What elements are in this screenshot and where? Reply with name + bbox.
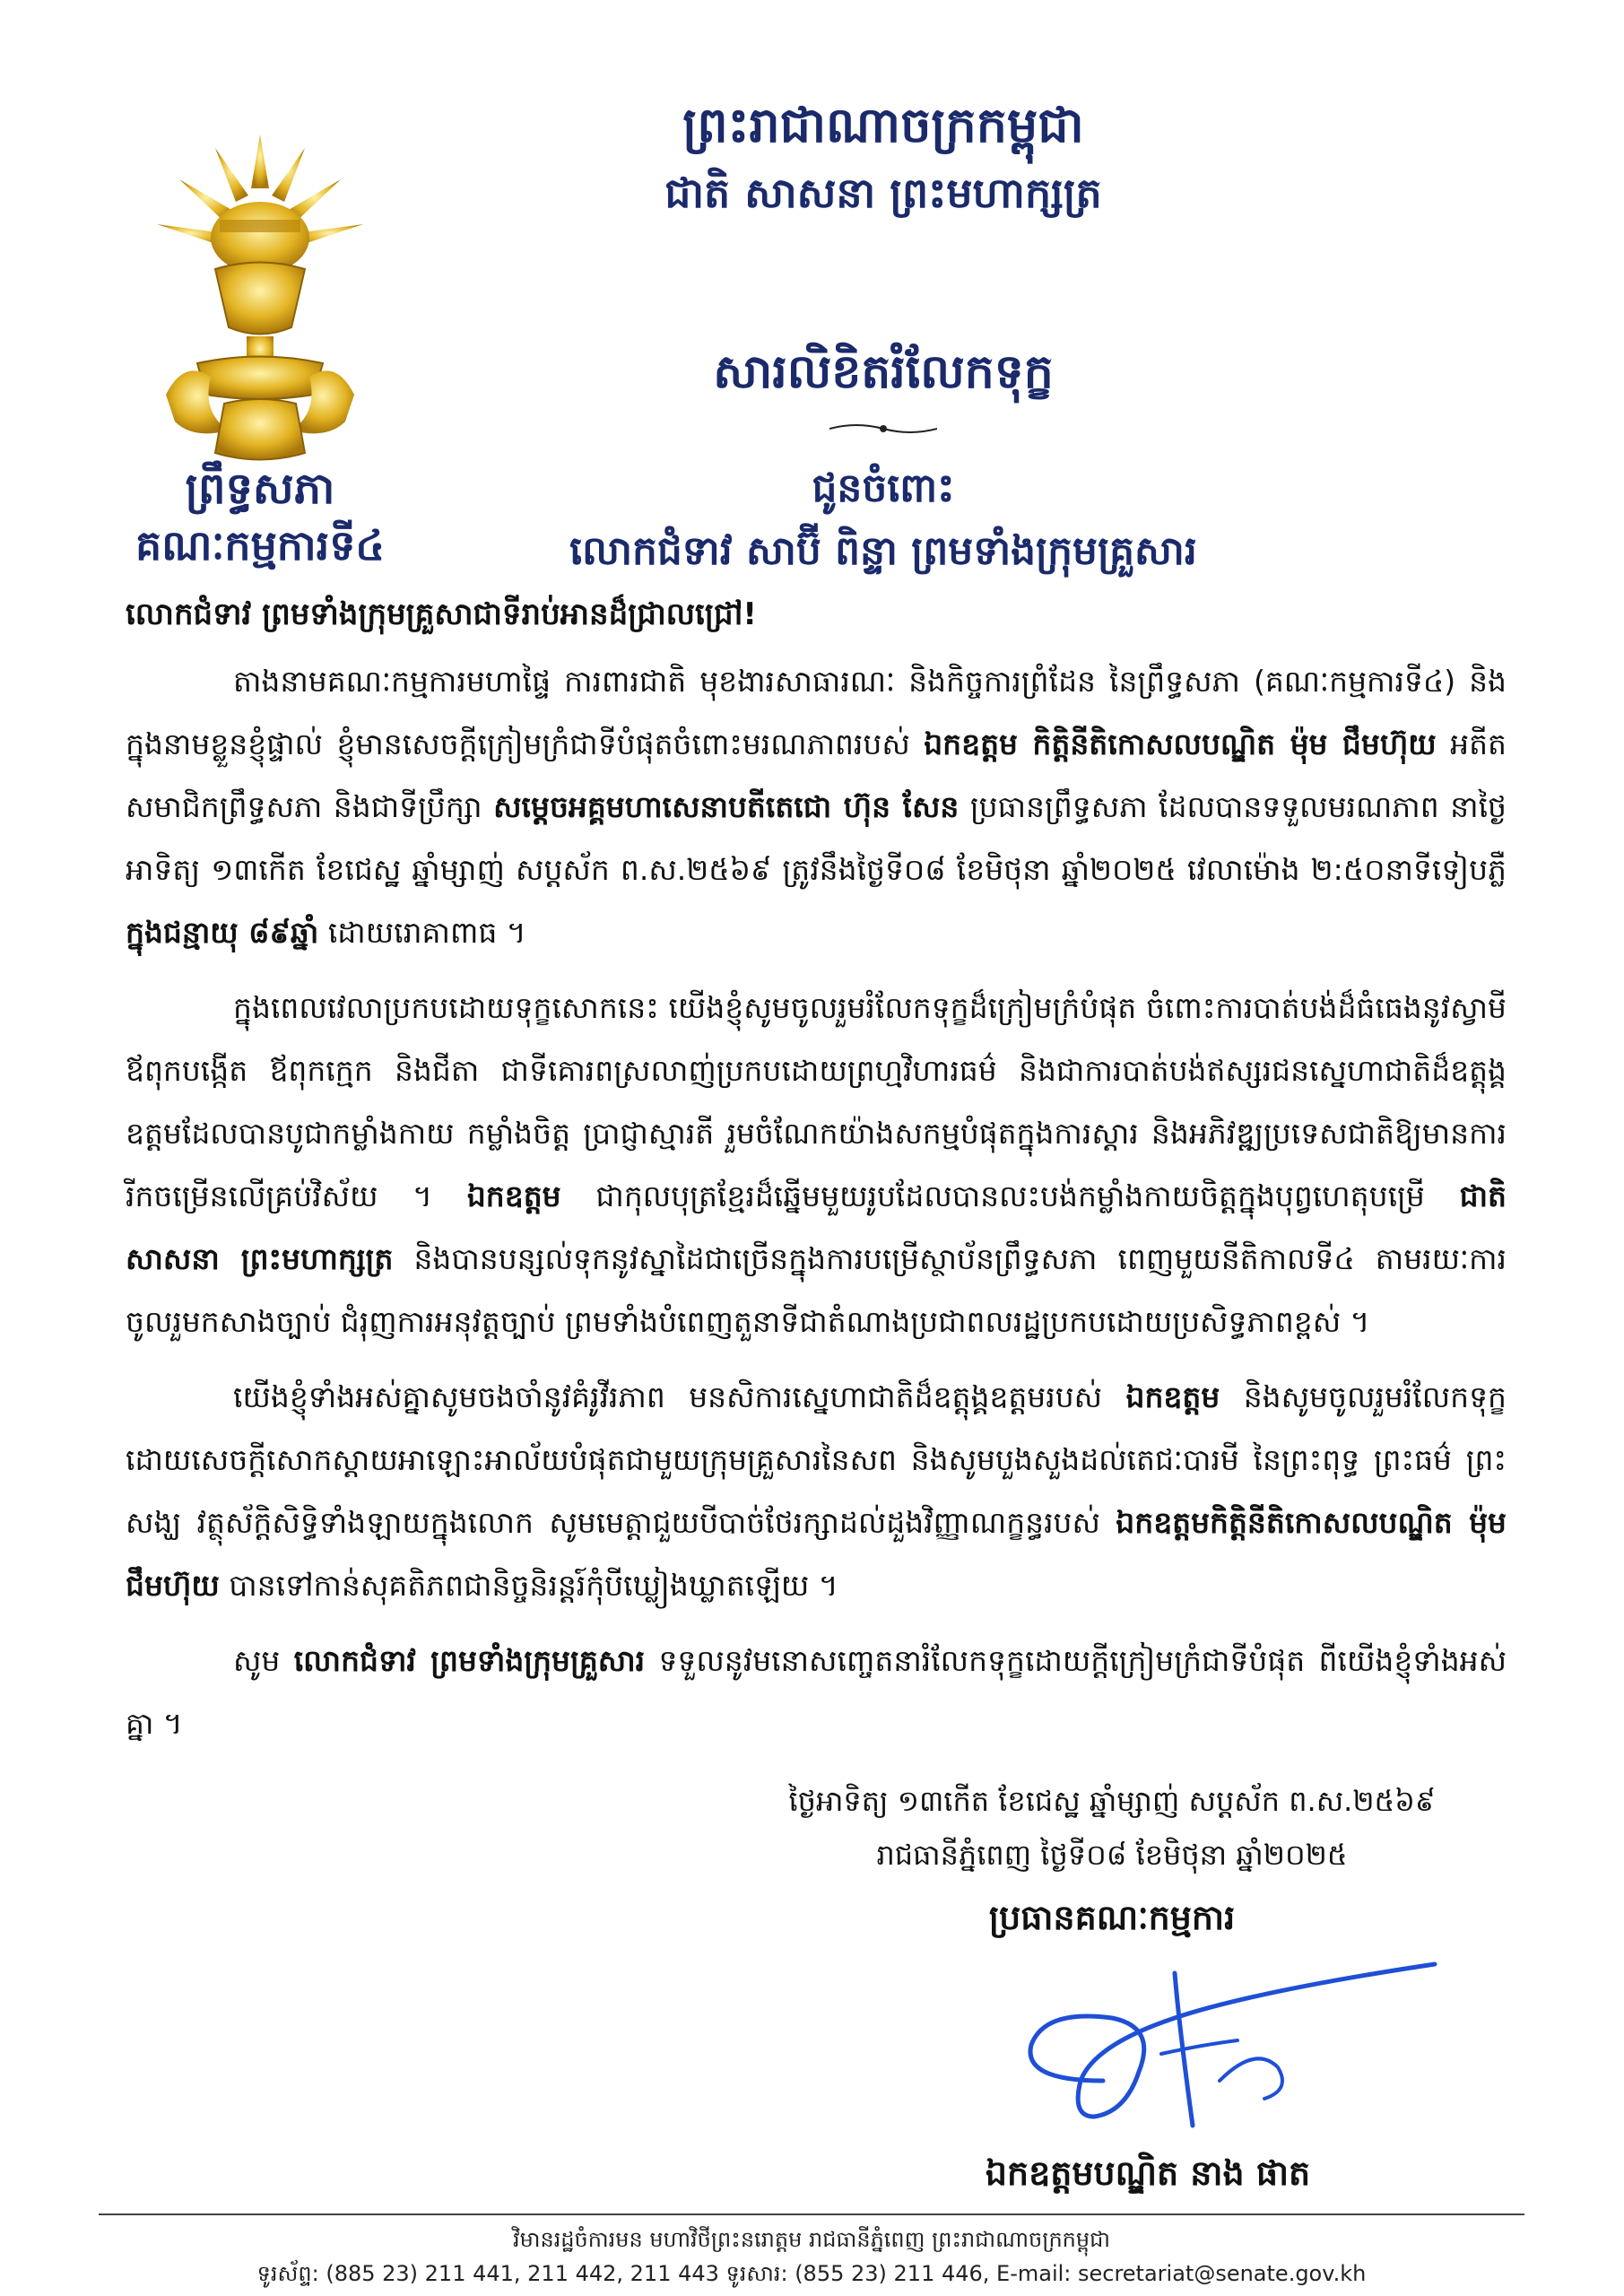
kingdom-heading: ព្រះរាជាណាចក្រកម្ពុជា [682, 97, 1084, 153]
paragraph-1 [126, 650, 1507, 964]
institution-name: ព្រឹទ្ធសភា [185, 464, 335, 514]
p1-age: ក្នុងជន្មាយុ ៨៩ឆ្នាំ [126, 915, 319, 950]
solar-date: រាជធានីភ្នំពេញ ថ្ងៃទី០៨ ខែមិថុនា ឆ្នាំ២០២៥ [876, 1838, 1348, 1872]
paragraph-4 [126, 1630, 1507, 1755]
paragraph-2 [126, 977, 1507, 1353]
emblem-icon [148, 135, 372, 466]
p2-text-2: ជាកុលបុត្រខ្មែរដ៏ឆ្នើមមួយរូបដែលបានលះបង់កម្លាំងកាយចិត្តក្នុងបុព្វហេតុបម្រើ [560, 1178, 1460, 1213]
senate-emblem [148, 135, 372, 466]
letter-body [126, 650, 1507, 1768]
signature [968, 1946, 1471, 2144]
p2-text-1: ក្នុងពេលវេលាប្រកបដោយទុក្ខសោកនេះ យើងខ្ញុំសូមចូលរួមរំលែកទុក្ខដ៏ក្រៀមក្រំបំផុត ចំពោះការបាត់បង់ដ៏ធំធេងនូវស្វាមី ឪពុកបង្កើត ឪពុកក្មេក និងជីតា ជាទីគោរពស្រលាញ់ប្រកបដោយព្រហ្មវិហារធម៌ និងជាការបាត់បង់ឥស្សរជនស្នេហាជាតិដ៏ឧត្តុង្គឧត្តមដែលបានបូជាកម្លាំងកាយ កម្លាំងចិត្ត ប្រាជ្ញាស្មារតី រួមចំណែកយ៉ាងសកម្មបំផុតក្នុងការស្តារ និងអភិវឌ្ឍប្រទេសជាតិឱ្យមានការរីកចម្រើនលើគ្រប់វិស័យ ។ [126, 990, 1507, 1213]
commission-name: គណៈកម្មការទី៤ [135, 521, 385, 570]
lunar-date: ថ្ងៃអាទិត្យ ១៣កើត ខែជេស្ឋ ឆ្នាំម្សាញ់ សប្តស័ក ព.ស.២៥៦៩ [788, 1784, 1436, 1818]
p1-text-2: អតីតសមាជិកព្រឹទ្ធសភា និងជាទីប្រឹក្សា [126, 726, 1507, 824]
footer-address: វិមានរដ្ឋចំការមន មហាវិថីព្រះនរោត្តម រាជធានីភ្នំពេញ ព្រះរាជាណាចក្រកម្ពុជា [512, 2227, 1110, 2252]
p1-deceased-name: ឯកឧត្តម កិត្តិនីតិកោសលបណ្ឌិត ម៉ុម ជឹមហ៊ុយ [924, 726, 1437, 761]
p2-motto: ជាតិ សាសនា ព្រះមហាក្សត្រ [126, 1178, 1507, 1276]
p2-title: ឯកឧត្តម [466, 1178, 561, 1213]
p4-text-1: សូម [233, 1643, 294, 1678]
p1-text-4: ដោយរោគាពាធ ។ [318, 915, 526, 950]
to-label: ជូនចំពោះ [812, 465, 955, 511]
p3-text-2: និងសូមចូលរួមរំលែកទុក្ខដោយសេចក្ដីសោកស្ដាយអាឡោះអាល័យបំផុតជាមួយក្រុមគ្រួសារនៃសព និងសូមបួងសួងដល់តេជៈបារមី នៃព្រះពុទ្ធ ព្រះធម៌ ព្រះសង្ឃ វត្ថុស័ក្តិសិទ្ធិទាំងឡាយក្នុងលោក សូមមេត្តាជួយបីបាច់ថែរក្សាដល់ដួងវិញ្ញាណក្ខន្ធរបស់ [126, 1379, 1507, 1540]
signer-title: ប្រធានគណៈកម្មការ [988, 1898, 1236, 1937]
paragraph-3 [126, 1366, 1507, 1617]
p3-text-1: យើងខ្ញុំទាំងអស់គ្នាសូមចងចាំនូវគំរូវីរភាព មនសិការស្នេហាជាតិដ៏ឧត្តុង្គឧត្តមរបស់ [233, 1379, 1126, 1414]
p1-text-3: ប្រធានព្រឹទ្ធសភា ដែលបានទទួលមរណភាព នាថ្ងៃអាទិត្យ ១៣កើត ខែជេស្ឋ ឆ្នាំម្សាញ់ សប្តស័ក ព.ស.២៥៦៩ ត្រូវនឹងថ្ងៃទី០៨ ខែមិថុនា ឆ្នាំ២០២៥ វេលាម៉ោង ២:៥០នាទីទៀបភ្លឺ [126, 789, 1507, 887]
p4-recipient: លោកជំទាវ ព្រមទាំងក្រុមគ្រួសារ [293, 1643, 646, 1678]
p3-title: ឯកឧត្តម [1125, 1379, 1220, 1414]
signer-name: ឯកឧត្តមបណ្ឌិត នាង ផាត [985, 2153, 1311, 2193]
recipient-line: លោកជំទាវ សាប៊ី ពិន្ទា ព្រមទាំងក្រុមគ្រួសារ [569, 528, 1197, 574]
letter-title: សារលិខិតរំលែកទុក្ខ [713, 345, 1054, 399]
p1-text-1: តាងនាមគណៈកម្មការមហាផ្ទៃ ការពារជាតិ មុខងារសាធារណៈ និងកិច្ចការព្រំដែន នៃព្រឹទ្ធសភា (គណៈកម្មការទី៤) និងក្នុងនាមខ្លួនខ្ញុំផ្ទាល់ ខ្ញុំមានសេចក្ដីក្រៀមក្រំជាទីបំផុតចំពោះមរណភាពរបស់ [126, 664, 1507, 761]
p3-text-3: បានទៅកាន់សុគតិភពជានិច្ចនិរន្តរ៍កុំបីឃ្លៀងឃ្លាតឡើយ ។ [219, 1568, 838, 1603]
flourish-icon [829, 420, 937, 438]
ornament-divider [556, 414, 1211, 444]
p1-senate-president: សម្ដេចអគ្គមហាសេនាបតីតេជោ ហ៊ុន សែន [493, 789, 960, 824]
p2-text-3: និងបានបន្សល់ទុកនូវស្នាដៃជាច្រើនក្នុងការបម្រើស្ថាប័នព្រឹទ្ធសភា ពេញមួយនីតិកាលទី៤ តាមរយៈការចូលរួមកសាងច្បាប់ ជំរុញការអនុវត្តច្បាប់ ព្រមទាំងបំពេញតួនាទីជាតំណាងប្រជាពលរដ្ឋប្រកបដោយប្រសិទ្ធភាពខ្ពស់ ។ [126, 1241, 1507, 1339]
motto-heading: ជាតិ សាសនា ព្រះមហាក្សត្រ [664, 169, 1102, 217]
p4-text-2: ទទួលនូវមនោសញ្ចេតនារំលែកទុក្ខដោយក្ដីក្រៀមក្រំជាទីបំផុត ពីយើងខ្ញុំទាំងអស់គ្នា ។ [126, 1643, 1507, 1741]
footer-divider [99, 2213, 1524, 2215]
p3-deceased-name: ឯកឧត្តមកិត្តិនីតិកោសលបណ្ឌិត ម៉ុម ជឹមហ៊ុយ [126, 1505, 1507, 1603]
footer-contact: ទូរស័ព្ទ: (885 23) 211 441, 211 442, 211 443 ទូរសារ: (855 23) 211 446, E-mail: secretariat@senate.gov.kh [256, 2261, 1367, 2286]
signature-icon [968, 1946, 1471, 2144]
salutation: លោកជំទាវ ព្រមទាំងក្រុមគ្រួសាជាទីរាប់អានដ៏ជ្រាលជ្រៅ! [126, 596, 757, 632]
